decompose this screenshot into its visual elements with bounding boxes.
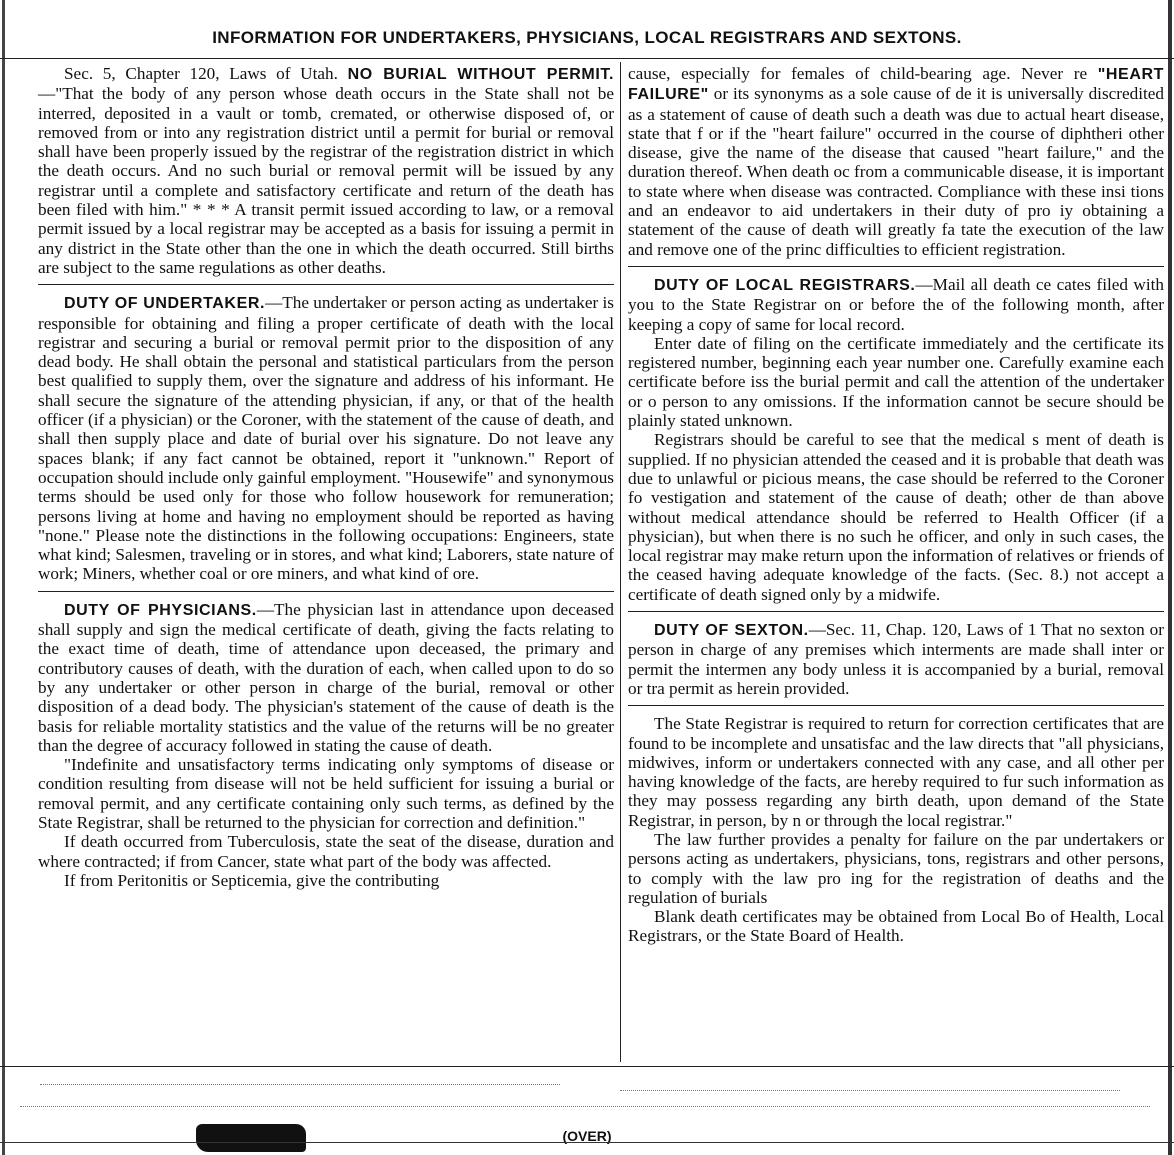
scan-noise [620,1090,1120,1092]
burial-intro: Sec. 5, Chapter 120, Laws of Utah. [64,64,338,83]
section-duty-local-registrars [628,275,1164,604]
physicians-quote: "Indefinite and unsatisfactory terms indicating only symptoms of disease or condition resulting from disease will not be held sufficient for issuing a burial or removal permit, and any certificate containing only such terms, as defined by the State Registrar, shall be returned to the physician for correction and definition." [38,755,614,832]
state-penalty: The law further provides a penalty for failure on the par undertakers or persons acting as undertakers, physicians, tons, registrars and other persons, to comply with the law pro ing for the registration of deaths and the regulation of burials [628,829,1164,907]
footer-rule [0,1142,1174,1143]
section-duty-physicians [38,600,614,890]
page-title: INFORMATION FOR UNDERTAKERS, PHYSICIANS, LOCAL REGISTRARS AND SEXTONS. [212,28,962,47]
physicians-peritonitis: If from Peritonitis or Septicemia, give the contributing [64,870,440,890]
burial-body: —"That the body of any person whose death occurs in the State shall not be interred, deposited in a vault or tomb, cremated, or otherwise disposed of, or removed from or into any registration district until a permit for burial or removal shall have been properly issued by the registrar of the registration district in which the death occurs. And no such burial or removal permit will be issued by any registrar until a complete and satisfactory certificate and return of the death has been filed with him." * * * A transit permit issued according to law, or a removal permit issued by a local registrar may be accepted as a basis for issuing a permit in any district in the State other than the one in which the death occurred. Still births are subject to the same regulations as other deaths. [38,84,614,277]
physicians-tuberculosis: If death occurred from Tuberculosis, state the seat of the disease, duration and where contracted; if from Cancer, state what part of the body was affected. [38,832,614,871]
column-divider [620,62,621,1062]
section-heading-no-burial: NO BURIAL WITHOUT PERMIT. [347,66,615,83]
section-duty-sexton [628,620,1164,698]
scan-noise [20,1106,1150,1108]
physicians-body: —The physician last in attendance upon deceased shall supply and sign the medical certificate of death, giving the facts relating to the exact time of death, time of attendance upon deceased, the primary and contributory causes of death, with the duration of each, when called upon to do so by any undertaker or other person in charge of the burial, removal or other disposition of a dead body. The physician's statement of the cause of death is the basis for reliable mortality statistics and the value of the returns will be no greater than the degree of accuracy followed in stating the cause of death. [38,599,614,755]
section-heading-undertaker: DUTY OF UNDERTAKER. [64,295,266,313]
right-column [628,64,1164,946]
registrars-medical: Registrars should be careful to see that the medical s ment of death is supplied. If no physician attended the ceased and it is probable that death was due to unlawful or picious means, the case should be referred to the Coroner fo vestigation and statement of the cause of death; other de than above without medical attendance should be referred to Health Officer (if a physician), but when there is no such he officer, and only in such cases, the local registrar may make return upon the information of relatives or friends of the ceased having adequate knowledge of the facts. (Sec. 8.) not accept a certificate of death signed only by a midwife. [628,430,1164,604]
undertaker-body: —The undertaker or person acting as undertaker is responsible for obtaining and filing a proper certificate of death with the local registrar and securing a burial or removal permit prior to the disposition of any dead body. He shall obtain the personal and statistical particulars from the person best qualified to supply them, over the signature and address of his informant. He shall secure the signature of the attending physician, if any, or that of the health officer (if a physician) or the Coroner, with the statement of the cause of death, and shall then supply place and date of burial over his signature. Do not leave any spaces blank; if any fact cannot be obtained, report it "unknown." Report of occupation should include only gainful employment. "Housewife" and synonymous terms should be used only for those who follow housework for remuneration; persons living at home and having no employment should be reported as having "none." Please note the distinctions in the following occupations: Engineers, state what kind; Salesmen, traveling or in stores, and what kind; Laborers, state nature of work; Miners, whether coal or ore miners, and what kind of ore. [38,293,614,584]
section-divider [628,705,1164,706]
left-column [38,64,614,890]
state-blank-certificates: Blank death certificates may be obtained from Local Bo of Health, Local Registrars, or the State Board of Health. [628,907,1164,946]
heart-failure-label: "HEART FAILURE" [628,66,1164,104]
section-divider [38,284,614,285]
continuation-text-a: cause, especially for females of child-bearing age. Never re [628,64,1088,83]
scan-noise [40,1084,560,1086]
right-edge-scan-mark [1168,0,1172,1155]
section-divider [628,266,1164,267]
section-heading-sexton: DUTY OF SEXTON. [654,622,809,640]
section-continuation [628,64,1164,259]
section-divider [628,611,1164,612]
title-rule [0,58,1174,59]
section-state-registrar [628,714,1164,946]
section-heading-physicians: DUTY OF PHYSICIANS. [64,601,257,619]
section-heading-registrars: DUTY OF LOCAL REGISTRARS. [654,276,916,294]
bottom-rule [0,1066,1174,1067]
state-registrar-return: The State Registrar is required to return for correction certificates that are found to be incomplete and unsatisfac and the law directs that "all physicians, midwives, inform or undertakers connected with any case, and all other per having knowledge of the facts, are hereby required to fur such information as they may possess regarding any birth death, upon demand of the State Registrar, in person, by n or through the local registrar." [628,714,1164,830]
section-no-burial [38,64,614,277]
section-duty-undertaker [38,293,614,583]
section-divider [38,591,614,592]
sexton-body: —Sec. 11, Chap. 120, Laws of 1 That no sexton or person in charge of any premises which interments are made shall inter or permit the intermen any body unless it is accompanied by a burial, removal or tra permit as herein provided. [628,620,1164,698]
registrars-filing: Enter date of filing on the certificate immediately and the certificate its registered number, beginning each year number one. Carefully examine each certificate before iss the burial permit and call the attention of the undertaker or o person to any omissions. If the information cannot be secure should be plainly stated unknown. [628,333,1164,431]
continuation-text-c: or its synonyms as a sole cause of de it is universally discredited as a statement of cause of death such a death was due to actual heart disease, state that f or if the "heart failure" occurred in the course of diphtheri other disease, give the name of the disease that caused "heart failure," and the duration thereof. When death oc from a communicable disease, it is important to state where when disease was contracted. Compliance with these insi tions and an endeavor to aid undertakers in their duty of pro iy obtaining a statement of the cause of death will greatly fa tate the execution of the law and remove one of the princ difficulties to efficient registration. [628,84,1164,259]
left-edge-scan-mark [2,0,5,1155]
over-label: (OVER) [562,1128,612,1144]
registrars-body: —Mail all death ce cates filed with you to the State Registrar on or before the of the following month, after keeping a copy of same for local record. [628,274,1164,334]
